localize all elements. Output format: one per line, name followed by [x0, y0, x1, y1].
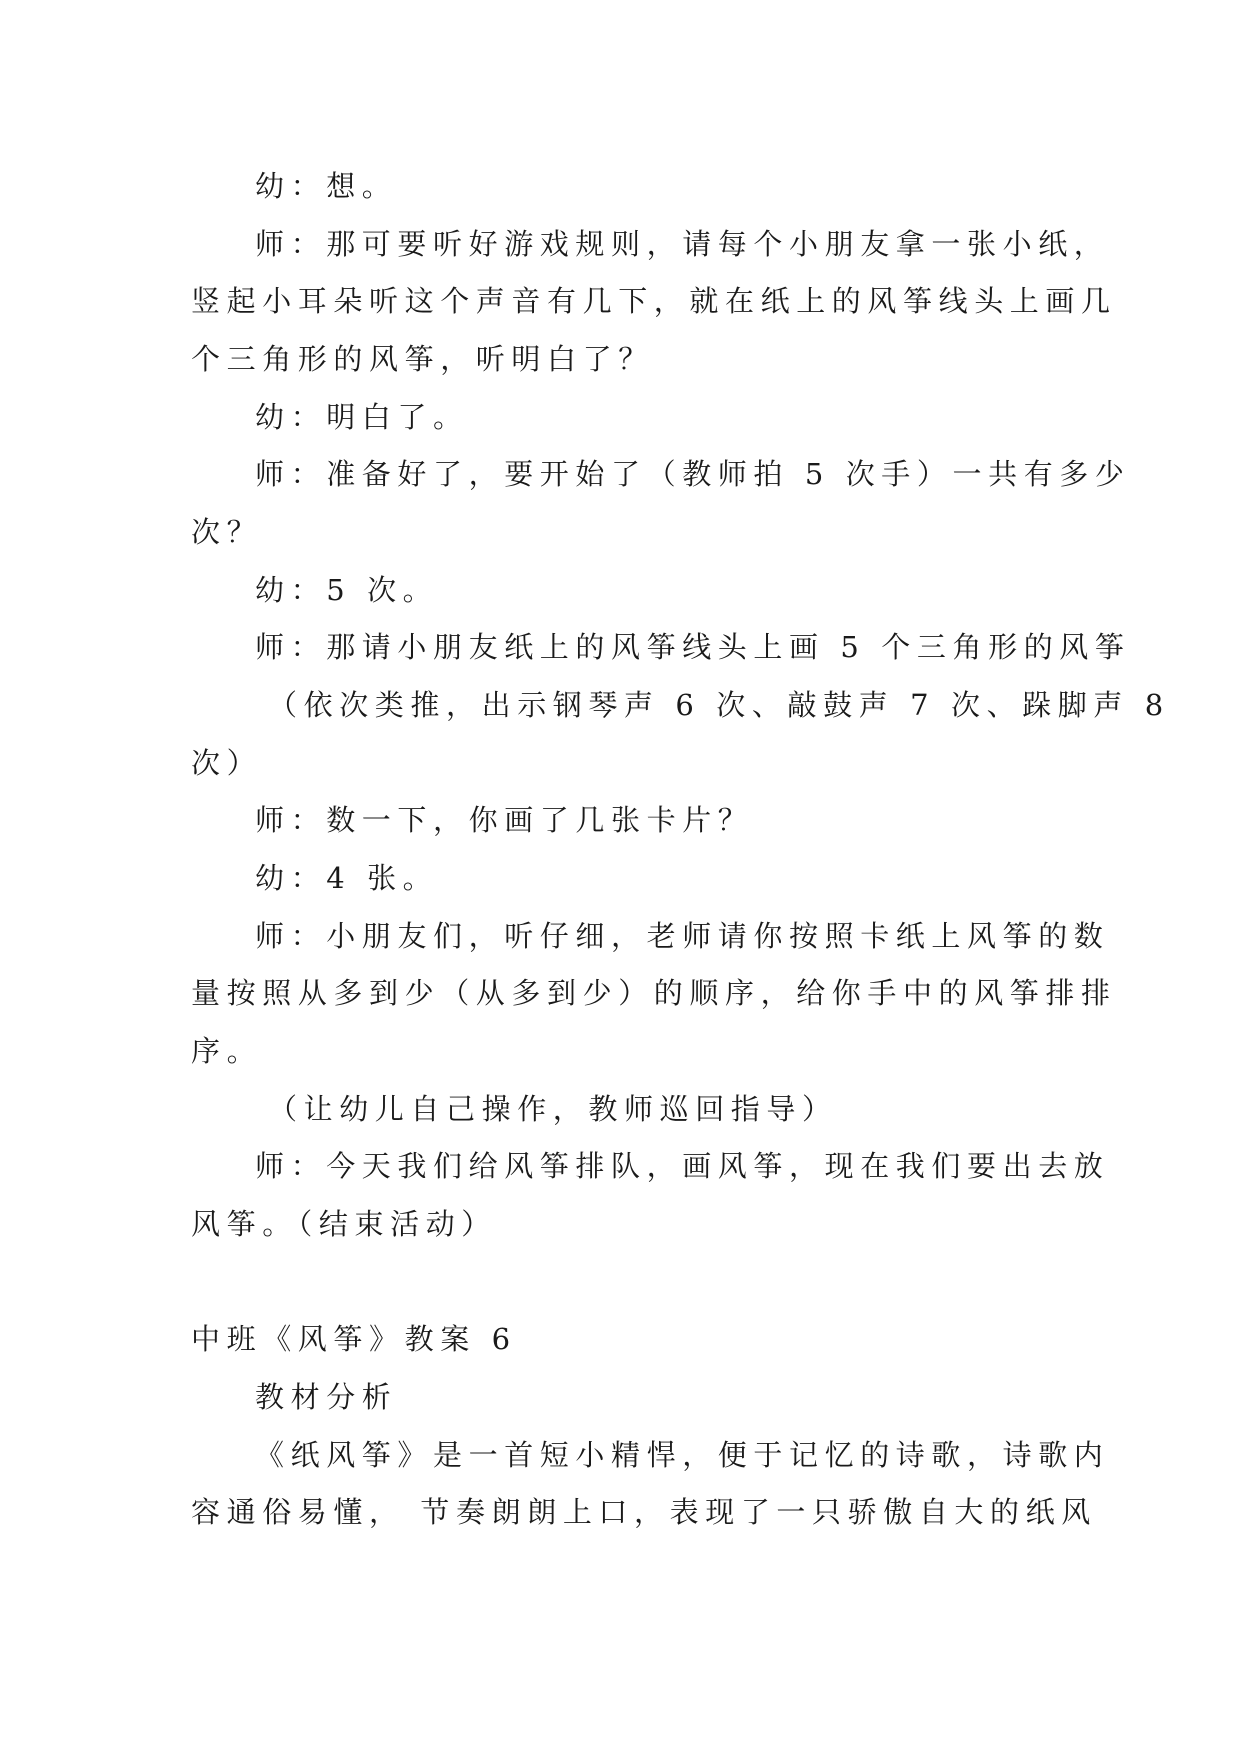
subsection-heading: 教材分析	[255, 1380, 398, 1414]
paragraph-line: 个三角形的风筝，听明白了？	[191, 342, 654, 376]
paragraph-line: 师：小朋友们，听仔细，老师请你按照卡纸上风筝的数	[255, 919, 1110, 953]
paragraph-line: 《纸风筝》是一首短小精悍，便于记忆的诗歌，诗歌内	[255, 1438, 1110, 1472]
paragraph-line: 幼：4 张。	[255, 861, 439, 895]
paragraph-line: 量按照从多到少（从多到少）的顺序，给你手中的风筝排排	[191, 976, 1117, 1010]
paragraph-line: 师：准备好了，要开始了（教师拍 5 次手）一共有多少	[255, 457, 1131, 491]
paragraph-line: 竖起小耳朵听这个声音有几下，就在纸上的风筝线头上画几	[191, 284, 1117, 318]
paragraph-line: 幼：想。	[255, 169, 398, 203]
paragraph-line: 次）	[191, 746, 263, 780]
paragraph-line: （让幼儿自己操作，教师巡回指导）	[268, 1092, 838, 1126]
paragraph-line: 师：今天我们给风筝排队，画风筝，现在我们要出去放	[255, 1149, 1110, 1183]
section-heading: 中班《风筝》教案 6	[191, 1322, 517, 1356]
paragraph-line: 次？	[191, 515, 263, 549]
paragraph-line: 序。	[191, 1034, 263, 1068]
paragraph-line: 师：那可要听好游戏规则，请每个小朋友拿一张小纸，	[255, 227, 1110, 261]
paragraph-line: 师：数一下，你画了几张卡片？	[255, 803, 754, 837]
paragraph-line: 幼：明白了。	[255, 400, 469, 434]
paragraph-line: （依次类推，出示钢琴声 6 次、敲鼓声 7 次、跺脚声 8	[268, 688, 1170, 722]
paragraph-line: 容通俗易懂， 节奏朗朗上口，表现了一只骄傲自大的纸风	[191, 1495, 1097, 1529]
paragraph-line: 师：那请小朋友纸上的风筝线头上画 5 个三角形的风筝	[255, 630, 1131, 664]
paragraph-line: 风筝。（结束活动）	[191, 1207, 497, 1241]
paragraph-line: 幼：5 次。	[255, 573, 439, 607]
